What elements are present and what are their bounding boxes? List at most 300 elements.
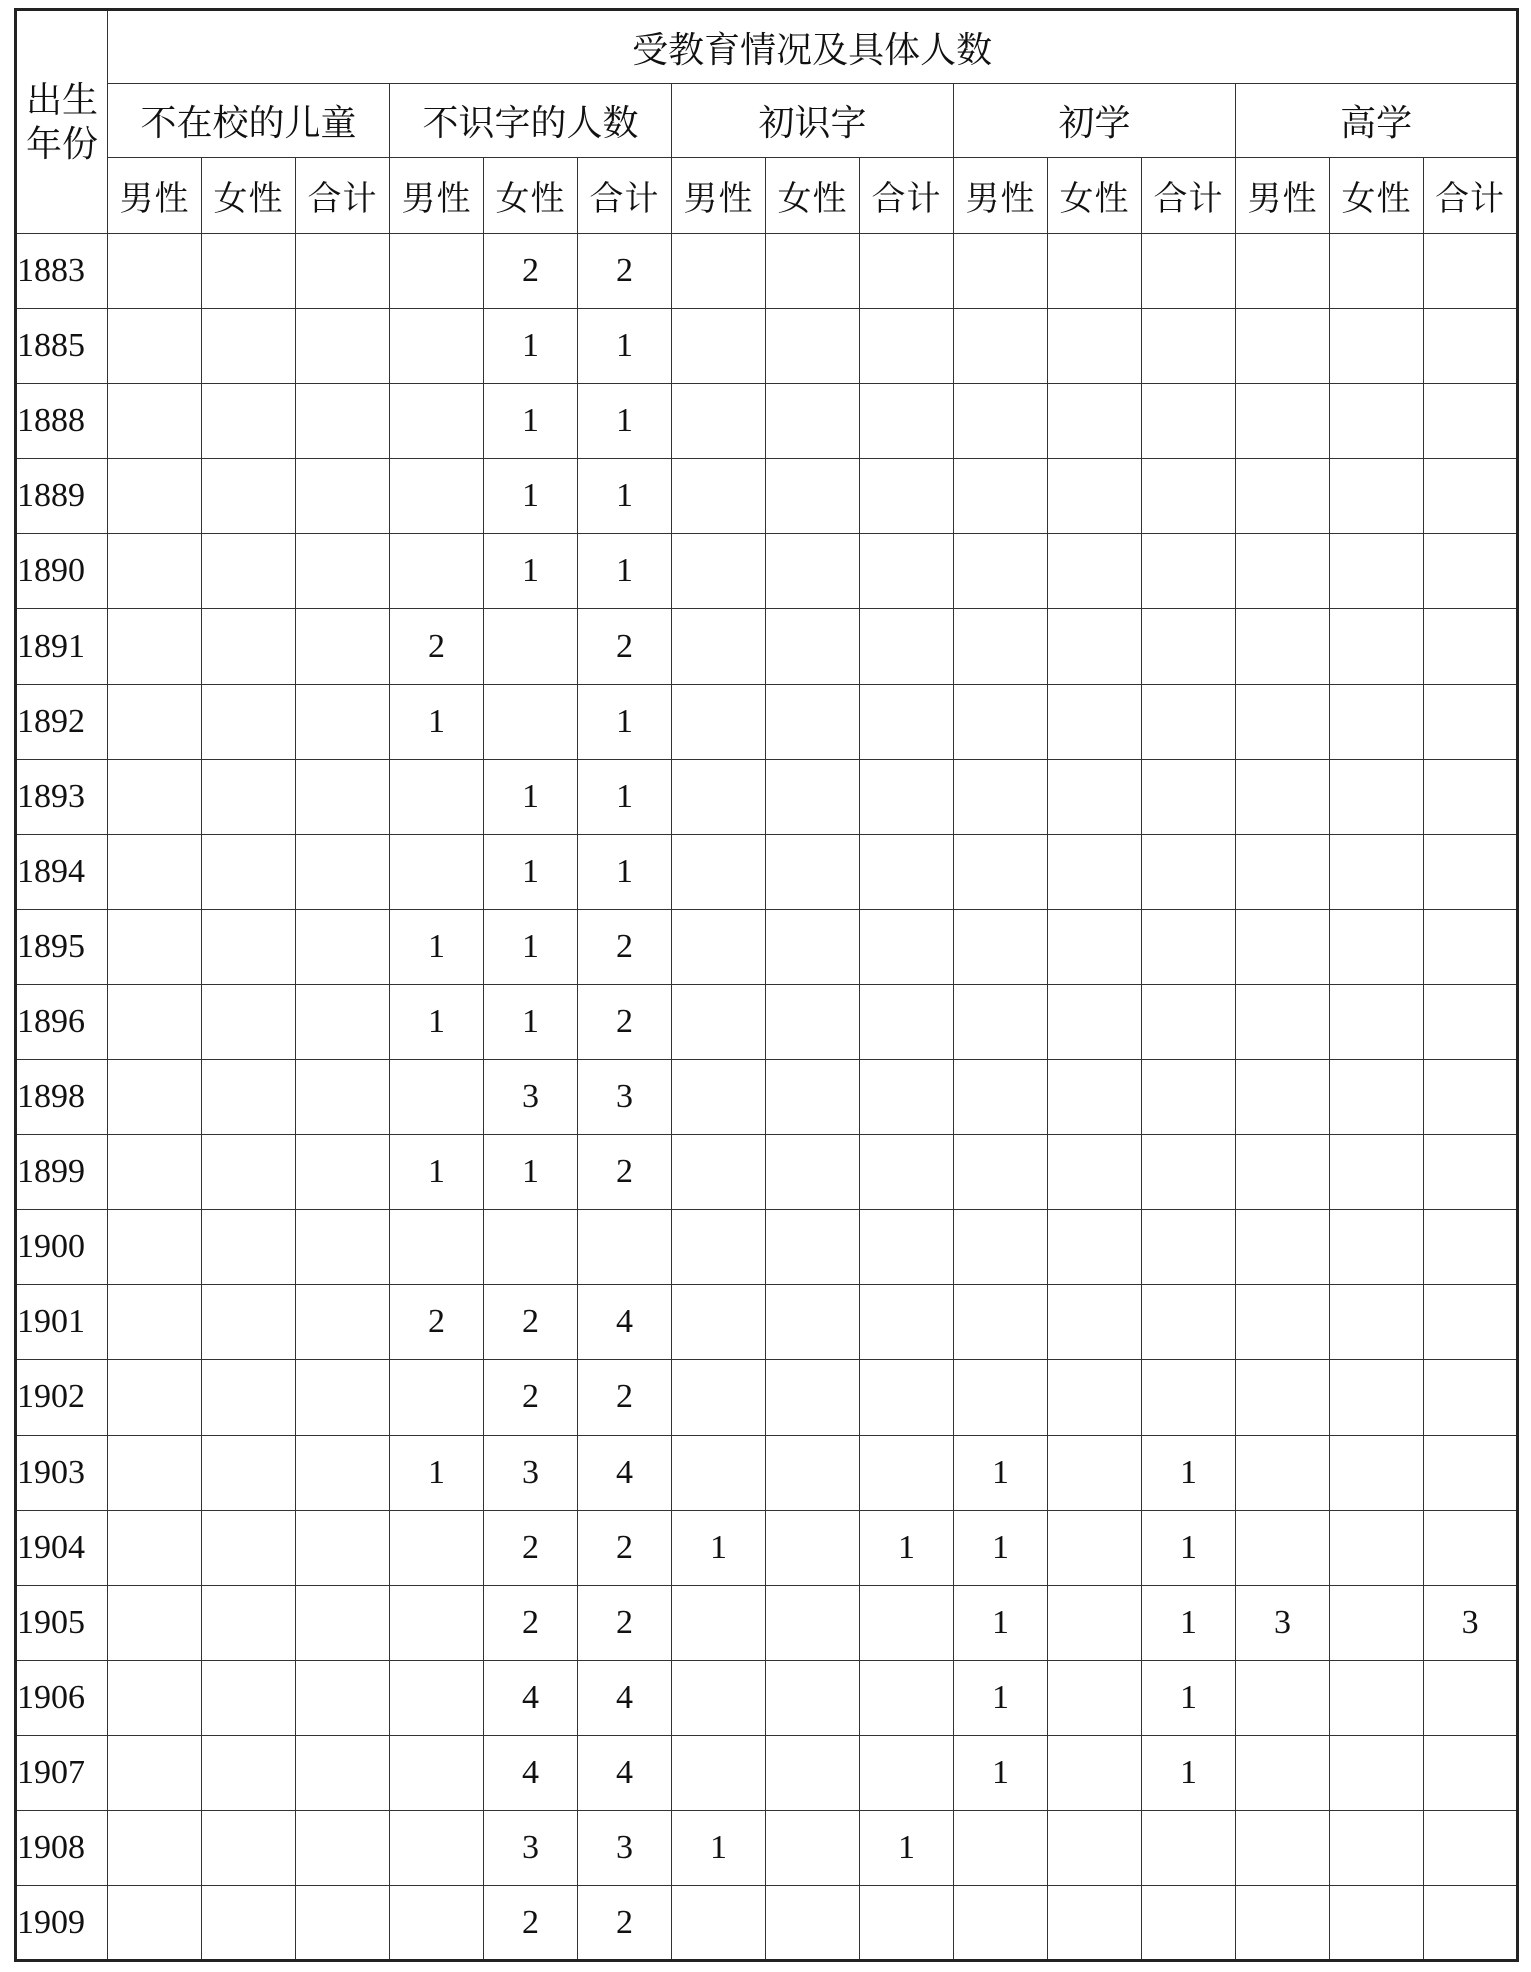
value-cell [672, 1886, 766, 1961]
value-cell [390, 1810, 484, 1885]
year-cell: 1903 [16, 1435, 108, 1510]
value-cell [672, 1285, 766, 1360]
header-row-groups [16, 84, 1518, 158]
year-cell: 1898 [16, 1060, 108, 1135]
value-cell [1048, 1585, 1142, 1660]
value-cell [1142, 834, 1236, 909]
value-cell [766, 1510, 860, 1585]
table-row [16, 1360, 1518, 1435]
value-cell [202, 1886, 296, 1961]
value-cell [766, 834, 860, 909]
value-cell [1142, 1060, 1236, 1135]
value-cell [1236, 684, 1330, 759]
value-cell [390, 834, 484, 909]
value-cell: 1 [578, 534, 672, 609]
value-cell [1236, 1360, 1330, 1435]
value-cell: 2 [578, 984, 672, 1059]
value-cell [1142, 234, 1236, 309]
value-cell [1236, 1735, 1330, 1810]
value-cell [672, 1135, 766, 1210]
table-row [16, 234, 1518, 309]
value-cell: 1 [954, 1660, 1048, 1735]
value-cell [1330, 1735, 1424, 1810]
value-cell [860, 1210, 954, 1285]
value-cell [484, 609, 578, 684]
value-cell: 1 [1142, 1435, 1236, 1510]
value-cell [766, 984, 860, 1059]
value-cell [766, 534, 860, 609]
year-cell: 1892 [16, 684, 108, 759]
value-cell [954, 759, 1048, 834]
value-cell [202, 1285, 296, 1360]
value-cell [1236, 984, 1330, 1059]
value-cell [1142, 1360, 1236, 1435]
value-cell [1330, 309, 1424, 384]
value-cell [1142, 759, 1236, 834]
value-cell [1048, 1660, 1142, 1735]
group-header-1: 不在校的儿童 [108, 84, 390, 158]
value-cell [202, 684, 296, 759]
value-cell: 1 [954, 1435, 1048, 1510]
table-row [16, 459, 1518, 534]
value-cell: 1 [860, 1510, 954, 1585]
value-cell: 1 [1142, 1735, 1236, 1810]
value-cell [1048, 1285, 1142, 1360]
table-row [16, 1510, 1518, 1585]
value-cell [1048, 1060, 1142, 1135]
value-cell [390, 384, 484, 459]
value-cell [1424, 1735, 1518, 1810]
value-cell: 1 [1142, 1585, 1236, 1660]
value-cell: 2 [578, 909, 672, 984]
value-cell [672, 384, 766, 459]
value-cell [296, 1285, 390, 1360]
value-cell [202, 1810, 296, 1885]
birth-year-header-line-1: 出生 [25, 80, 98, 120]
table-row [16, 534, 1518, 609]
value-cell [954, 609, 1048, 684]
value-cell [296, 1435, 390, 1510]
year-cell: 1907 [16, 1735, 108, 1810]
education-table [14, 8, 1519, 1962]
sub-header-2-1: 男性 [390, 158, 484, 234]
value-cell: 1 [954, 1585, 1048, 1660]
value-cell [1048, 609, 1142, 684]
value-cell [860, 834, 954, 909]
value-cell [1236, 1510, 1330, 1585]
value-cell: 1 [390, 684, 484, 759]
value-cell [108, 234, 202, 309]
value-cell [1142, 534, 1236, 609]
value-cell [202, 1135, 296, 1210]
value-cell [1424, 1285, 1518, 1360]
value-cell [1424, 1886, 1518, 1961]
value-cell [1236, 1210, 1330, 1285]
value-cell [202, 609, 296, 684]
value-cell [1424, 1210, 1518, 1285]
value-cell: 2 [484, 1886, 578, 1961]
value-cell [954, 909, 1048, 984]
value-cell [1424, 1660, 1518, 1735]
value-cell [1048, 309, 1142, 384]
value-cell [1142, 909, 1236, 984]
value-cell [860, 309, 954, 384]
value-cell [296, 759, 390, 834]
value-cell [202, 1435, 296, 1510]
value-cell: 2 [390, 609, 484, 684]
value-cell: 2 [484, 1285, 578, 1360]
value-cell [1424, 759, 1518, 834]
year-cell: 1905 [16, 1585, 108, 1660]
table-row [16, 984, 1518, 1059]
value-cell [1236, 534, 1330, 609]
value-cell [1330, 534, 1424, 609]
value-cell [202, 534, 296, 609]
value-cell [1236, 1660, 1330, 1735]
value-cell [108, 1435, 202, 1510]
value-cell [390, 1660, 484, 1735]
value-cell [108, 759, 202, 834]
value-cell [484, 1210, 578, 1285]
value-cell [1236, 1060, 1330, 1135]
value-cell: 1 [390, 909, 484, 984]
value-cell [1330, 609, 1424, 684]
value-cell [202, 834, 296, 909]
value-cell [296, 1660, 390, 1735]
value-cell [108, 309, 202, 384]
value-cell [202, 759, 296, 834]
value-cell [1330, 1210, 1424, 1285]
value-cell [390, 1735, 484, 1810]
value-cell: 1 [484, 759, 578, 834]
value-cell [296, 1135, 390, 1210]
value-cell [860, 1285, 954, 1360]
value-cell [766, 684, 860, 759]
value-cell: 3 [578, 1810, 672, 1885]
value-cell [390, 234, 484, 309]
value-cell [108, 1810, 202, 1885]
value-cell: 1 [390, 1435, 484, 1510]
table-row [16, 1660, 1518, 1735]
year-cell: 1906 [16, 1660, 108, 1735]
value-cell: 2 [578, 609, 672, 684]
value-cell [1048, 1510, 1142, 1585]
value-cell: 1 [672, 1810, 766, 1885]
value-cell: 2 [578, 1360, 672, 1435]
value-cell [108, 1210, 202, 1285]
value-cell [108, 1510, 202, 1585]
value-cell [1424, 1435, 1518, 1510]
table-row [16, 1210, 1518, 1285]
value-cell [296, 684, 390, 759]
year-cell: 1889 [16, 459, 108, 534]
value-cell [1424, 684, 1518, 759]
value-cell [296, 234, 390, 309]
value-cell: 1 [954, 1510, 1048, 1585]
table-row [16, 684, 1518, 759]
year-cell: 1888 [16, 384, 108, 459]
value-cell [954, 1135, 1048, 1210]
value-cell [1048, 1360, 1142, 1435]
year-cell: 1885 [16, 309, 108, 384]
value-cell [672, 309, 766, 384]
value-cell [296, 834, 390, 909]
value-cell [766, 1285, 860, 1360]
value-cell [766, 384, 860, 459]
value-cell [954, 1210, 1048, 1285]
value-cell [766, 459, 860, 534]
year-cell: 1908 [16, 1810, 108, 1885]
year-cell: 1893 [16, 759, 108, 834]
value-cell [860, 384, 954, 459]
table-row [16, 909, 1518, 984]
year-cell: 1890 [16, 534, 108, 609]
value-cell [108, 1060, 202, 1135]
value-cell [1330, 759, 1424, 834]
value-cell [1048, 459, 1142, 534]
value-cell: 2 [484, 1360, 578, 1435]
value-cell [1424, 534, 1518, 609]
value-cell: 2 [578, 1135, 672, 1210]
value-cell: 1 [578, 459, 672, 534]
value-cell: 1 [390, 984, 484, 1059]
value-cell [202, 1510, 296, 1585]
value-cell [390, 1360, 484, 1435]
education-status-header: 受教育情况及具体人数 [108, 10, 1518, 84]
value-cell [1424, 1060, 1518, 1135]
value-cell [1236, 1285, 1330, 1360]
value-cell [1330, 384, 1424, 459]
value-cell [390, 534, 484, 609]
value-cell [1330, 684, 1424, 759]
value-cell [766, 1360, 860, 1435]
value-cell [1424, 384, 1518, 459]
value-cell [672, 909, 766, 984]
value-cell [108, 909, 202, 984]
value-cell [1048, 834, 1142, 909]
value-cell [860, 534, 954, 609]
value-cell [1330, 909, 1424, 984]
table-row [16, 759, 1518, 834]
value-cell [954, 1060, 1048, 1135]
value-cell [1048, 1435, 1142, 1510]
value-cell [202, 1060, 296, 1135]
value-cell [1236, 759, 1330, 834]
value-cell [296, 1210, 390, 1285]
value-cell [108, 1735, 202, 1810]
table-row [16, 1810, 1518, 1885]
value-cell: 3 [484, 1435, 578, 1510]
value-cell [860, 1360, 954, 1435]
value-cell [1048, 534, 1142, 609]
year-cell: 1902 [16, 1360, 108, 1435]
value-cell [202, 1585, 296, 1660]
value-cell [1048, 1735, 1142, 1810]
value-cell: 3 [484, 1810, 578, 1885]
value-cell: 1 [390, 1135, 484, 1210]
sub-header-4-2: 女性 [1048, 158, 1142, 234]
value-cell [1142, 459, 1236, 534]
value-cell [860, 1435, 954, 1510]
value-cell [108, 1886, 202, 1961]
value-cell [954, 459, 1048, 534]
value-cell [954, 984, 1048, 1059]
value-cell [672, 234, 766, 309]
value-cell [390, 1585, 484, 1660]
value-cell: 3 [484, 1060, 578, 1135]
table-row [16, 609, 1518, 684]
value-cell [1142, 384, 1236, 459]
value-cell [766, 1585, 860, 1660]
value-cell [1236, 234, 1330, 309]
value-cell [1048, 984, 1142, 1059]
value-cell [296, 384, 390, 459]
value-cell [1142, 1886, 1236, 1961]
value-cell: 1 [1142, 1660, 1236, 1735]
value-cell [390, 309, 484, 384]
value-cell [1424, 1510, 1518, 1585]
value-cell [860, 1585, 954, 1660]
value-cell [672, 459, 766, 534]
value-cell: 3 [1236, 1585, 1330, 1660]
value-cell [954, 309, 1048, 384]
value-cell [672, 834, 766, 909]
value-cell [390, 1210, 484, 1285]
table-row [16, 309, 1518, 384]
value-cell [1330, 1510, 1424, 1585]
value-cell [1424, 909, 1518, 984]
value-cell [860, 684, 954, 759]
value-cell [954, 234, 1048, 309]
value-cell [390, 1886, 484, 1961]
value-cell [954, 384, 1048, 459]
value-cell: 2 [484, 1510, 578, 1585]
sub-header-3-1: 男性 [672, 158, 766, 234]
value-cell [954, 1810, 1048, 1885]
value-cell [860, 459, 954, 534]
value-cell [1236, 459, 1330, 534]
value-cell [108, 384, 202, 459]
table-row [16, 1585, 1518, 1660]
value-cell [1424, 1135, 1518, 1210]
value-cell [1236, 909, 1330, 984]
year-cell: 1904 [16, 1510, 108, 1585]
sub-header-2-3: 合计 [578, 158, 672, 234]
sub-header-5-2: 女性 [1330, 158, 1424, 234]
value-cell: 4 [578, 1660, 672, 1735]
value-cell [390, 1510, 484, 1585]
group-header-3: 初识字 [672, 84, 954, 158]
value-cell [860, 759, 954, 834]
sub-header-3-2: 女性 [766, 158, 860, 234]
value-cell [1330, 1435, 1424, 1510]
value-cell: 1 [578, 759, 672, 834]
value-cell [766, 1135, 860, 1210]
value-cell [296, 1886, 390, 1961]
value-cell [1048, 684, 1142, 759]
value-cell [1048, 1886, 1142, 1961]
value-cell: 1 [578, 834, 672, 909]
value-cell [1048, 909, 1142, 984]
value-cell [108, 984, 202, 1059]
value-cell: 1 [484, 384, 578, 459]
year-cell: 1895 [16, 909, 108, 984]
sub-header-3-3: 合计 [860, 158, 954, 234]
sub-header-1-3: 合计 [296, 158, 390, 234]
value-cell [202, 1735, 296, 1810]
value-cell [1048, 384, 1142, 459]
value-cell: 1 [672, 1510, 766, 1585]
value-cell [1330, 1285, 1424, 1360]
value-cell [672, 1360, 766, 1435]
birth-year-header-line-2: 年份 [25, 124, 98, 164]
value-cell [296, 1510, 390, 1585]
value-cell [108, 459, 202, 534]
value-cell [766, 309, 860, 384]
value-cell: 1 [484, 984, 578, 1059]
value-cell [766, 1886, 860, 1961]
value-cell [1048, 759, 1142, 834]
year-cell: 1909 [16, 1886, 108, 1961]
value-cell: 1 [1142, 1510, 1236, 1585]
value-cell [1236, 1135, 1330, 1210]
value-cell [296, 609, 390, 684]
value-cell [860, 1886, 954, 1961]
value-cell [954, 1360, 1048, 1435]
value-cell: 1 [484, 1135, 578, 1210]
value-cell [860, 1135, 954, 1210]
value-cell [202, 1210, 296, 1285]
value-cell: 1 [578, 384, 672, 459]
value-cell [954, 1886, 1048, 1961]
value-cell [766, 759, 860, 834]
value-cell [1142, 1210, 1236, 1285]
value-cell [860, 234, 954, 309]
value-cell [860, 909, 954, 984]
value-cell [954, 834, 1048, 909]
year-cell: 1900 [16, 1210, 108, 1285]
year-cell: 1894 [16, 834, 108, 909]
value-cell [108, 1135, 202, 1210]
value-cell [1330, 234, 1424, 309]
value-cell [202, 309, 296, 384]
sub-header-1-1: 男性 [108, 158, 202, 234]
year-cell: 1896 [16, 984, 108, 1059]
value-cell [1424, 609, 1518, 684]
value-cell [1424, 459, 1518, 534]
value-cell [108, 1285, 202, 1360]
value-cell [766, 1435, 860, 1510]
value-cell [296, 1360, 390, 1435]
value-cell [108, 1585, 202, 1660]
sub-header-5-1: 男性 [1236, 158, 1330, 234]
value-cell [108, 834, 202, 909]
value-cell [766, 909, 860, 984]
value-cell: 1 [578, 309, 672, 384]
value-cell [1330, 1886, 1424, 1961]
value-cell [1424, 984, 1518, 1059]
value-cell [766, 1810, 860, 1885]
value-cell: 4 [484, 1660, 578, 1735]
table-row [16, 1135, 1518, 1210]
value-cell [390, 759, 484, 834]
value-cell [1048, 1810, 1142, 1885]
value-cell [1424, 1810, 1518, 1885]
year-cell: 1899 [16, 1135, 108, 1210]
year-cell: 1891 [16, 609, 108, 684]
value-cell [1330, 1660, 1424, 1735]
value-cell [202, 909, 296, 984]
